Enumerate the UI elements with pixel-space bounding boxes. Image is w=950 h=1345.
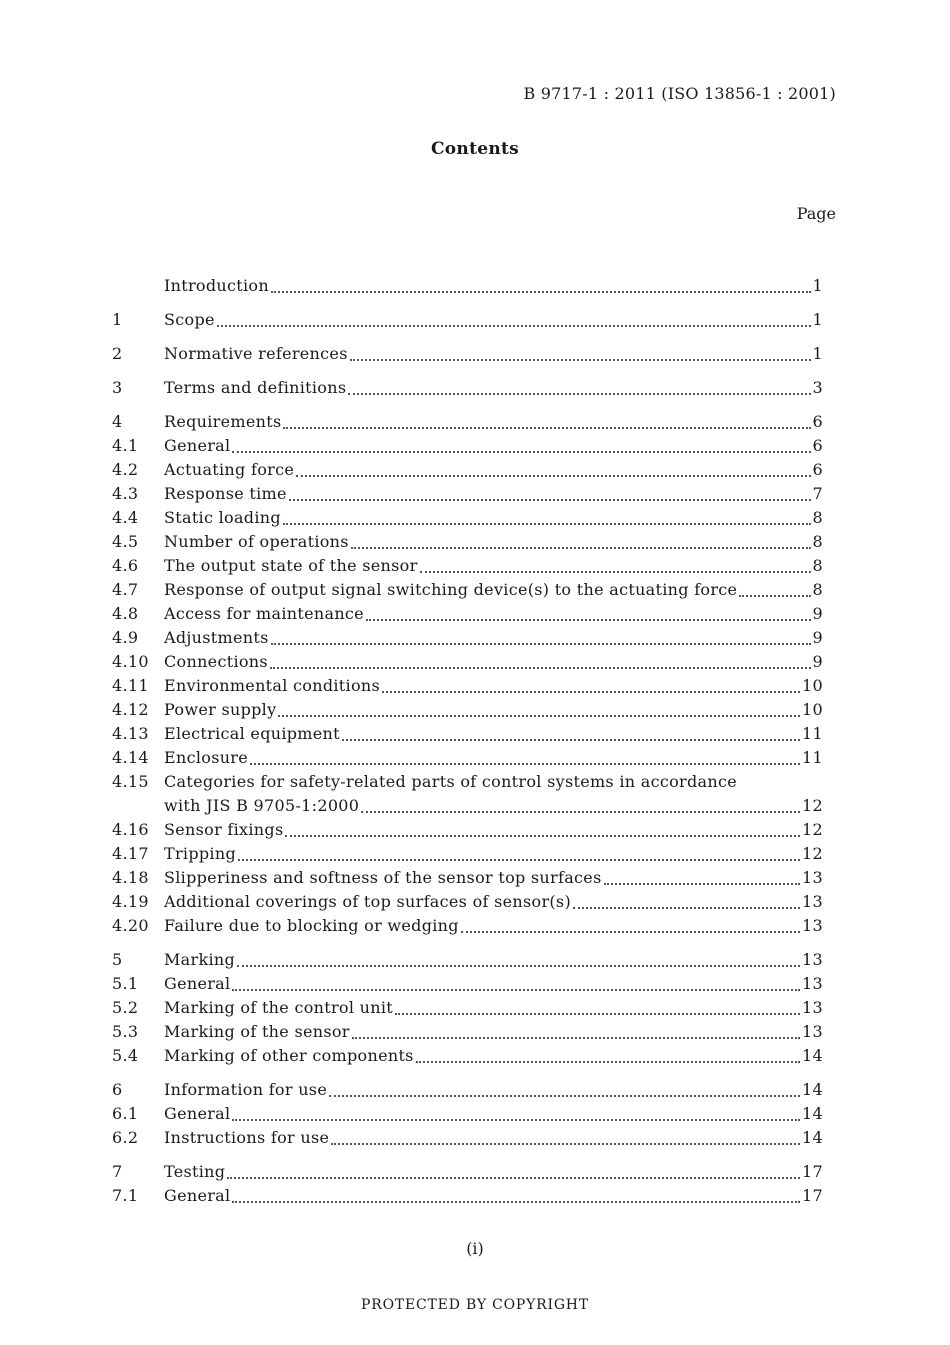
toc-entry[interactable]	[112, 412, 823, 436]
toc-entry-page: 8	[812, 508, 823, 527]
toc-entry[interactable]	[112, 1128, 823, 1152]
toc-entry-title: Marking of other components	[164, 1046, 414, 1065]
dot-leader	[331, 1143, 800, 1145]
toc-entry-title: Response of output signal switching device(s) to the actuating force	[164, 580, 738, 599]
dot-leader	[348, 393, 810, 395]
dot-leader	[416, 1061, 800, 1063]
toc-entry[interactable]	[112, 310, 823, 334]
toc-entry-number: 4.9	[112, 628, 139, 647]
toc-entry[interactable]	[112, 916, 823, 940]
toc-entry-page: 7	[812, 484, 823, 503]
toc-entry-title: Marking	[164, 950, 236, 969]
toc-entry-number: 4.18	[112, 868, 149, 887]
toc-entry-page: 12	[802, 820, 823, 839]
toc-entry[interactable]	[112, 868, 823, 892]
toc-entry-title: Electrical equipment	[164, 724, 340, 743]
toc-entry-title: Normative references	[164, 344, 348, 363]
toc-entry[interactable]	[112, 436, 823, 460]
dot-leader	[283, 523, 811, 525]
standard-number: B 9717-1 : 2011 (ISO 13856-1 : 2001)	[523, 84, 836, 103]
toc-entry-page: 10	[802, 676, 823, 695]
dot-leader	[285, 835, 800, 837]
toc-entry-page: 13	[802, 916, 823, 935]
toc-entry[interactable]	[112, 796, 823, 820]
toc-entry-title: Sensor fixings	[164, 820, 284, 839]
toc-entry-number: 6.1	[112, 1104, 139, 1123]
toc-entry[interactable]	[112, 604, 823, 628]
toc-entry[interactable]	[112, 700, 823, 724]
dot-leader	[278, 715, 800, 717]
toc-entry[interactable]	[112, 1080, 823, 1104]
dot-leader	[232, 1119, 800, 1121]
toc-entry-page: 9	[812, 604, 823, 623]
toc-entry[interactable]	[112, 378, 823, 402]
toc-entry[interactable]	[112, 580, 823, 604]
dot-leader	[461, 931, 800, 933]
toc-entry-page: 9	[812, 652, 823, 671]
toc-entry-title: Environmental conditions	[164, 676, 380, 695]
toc-entry-number: 7	[112, 1162, 123, 1181]
toc-entry-number: 6	[112, 1080, 123, 1099]
dot-leader	[289, 499, 811, 501]
toc-entry[interactable]	[112, 460, 823, 484]
toc-entry-number: 5	[112, 950, 123, 969]
dot-leader	[351, 547, 811, 549]
toc-entry-title: Failure due to blocking or wedging	[164, 916, 459, 935]
toc-entry[interactable]	[112, 950, 823, 974]
toc-entry-page: 13	[802, 892, 823, 911]
toc-entry-title: Information for use	[164, 1080, 328, 1099]
toc-entry[interactable]	[112, 772, 823, 796]
toc-entry-page: 8	[812, 580, 823, 599]
toc-entry-number: 4.6	[112, 556, 139, 575]
toc-entry-title: with JIS B 9705-1:2000	[164, 796, 360, 815]
toc-entry-page: 3	[812, 378, 823, 397]
toc-entry-number: 4.12	[112, 700, 149, 719]
page-column-label: Page	[796, 204, 836, 223]
toc-entry[interactable]	[112, 1186, 823, 1210]
toc-entry[interactable]	[112, 628, 823, 652]
toc-entry-number: 4.17	[112, 844, 149, 863]
dot-leader	[329, 1095, 800, 1097]
toc-entry-title: Access for maintenance	[164, 604, 364, 623]
toc-entry-page: 8	[812, 556, 823, 575]
toc-entry-page: 14	[802, 1046, 823, 1065]
toc-entry[interactable]	[112, 276, 823, 300]
dot-leader	[271, 291, 811, 293]
toc-entry[interactable]	[112, 652, 823, 676]
toc-entry-title: Slipperiness and softness of the sensor top surfaces	[164, 868, 602, 887]
dot-leader	[217, 325, 811, 327]
toc-entry-title: Number of operations	[164, 532, 349, 551]
toc-entry-title: Introduction	[164, 276, 269, 295]
toc-entry-number: 4.20	[112, 916, 149, 935]
toc-entry-title: Marking of the sensor	[164, 1022, 350, 1041]
dot-leader	[232, 989, 800, 991]
toc-entry-page: 12	[802, 844, 823, 863]
dot-leader	[232, 451, 810, 453]
dot-leader	[352, 1037, 800, 1039]
toc-entry-title: General	[164, 974, 231, 993]
dot-leader	[350, 359, 811, 361]
toc-entry-number: 4.4	[112, 508, 139, 527]
toc-entry-title: Instructions for use	[164, 1128, 330, 1147]
dot-leader	[573, 907, 800, 909]
toc-entry-title: Terms and definitions	[164, 378, 347, 397]
dot-leader	[604, 883, 800, 885]
page-folio: (i)	[466, 1239, 484, 1258]
toc-entry[interactable]	[112, 998, 823, 1022]
toc-entry-title: General	[164, 1104, 231, 1123]
toc-entry[interactable]	[112, 1104, 823, 1128]
toc-entry-title: Testing	[164, 1162, 226, 1181]
toc-entry[interactable]	[112, 820, 823, 844]
toc-entry[interactable]	[112, 892, 823, 916]
toc-entry-title: Response time	[164, 484, 287, 503]
toc-entry-page: 12	[802, 796, 823, 815]
toc-entry-number: 4.14	[112, 748, 149, 767]
toc-entry-page: 14	[802, 1080, 823, 1099]
toc-entry-number: 4.8	[112, 604, 139, 623]
toc-entry-number: 4.5	[112, 532, 139, 551]
toc-entry[interactable]	[112, 556, 823, 580]
toc-entry-title: Categories for safety-related parts of control systems in accordance	[164, 772, 737, 791]
toc-entry-number: 4.1	[112, 436, 139, 455]
dot-leader	[232, 1201, 800, 1203]
toc-entry-number: 4.13	[112, 724, 149, 743]
toc-entry-number: 7.1	[112, 1186, 139, 1205]
toc-entry-page: 8	[812, 532, 823, 551]
dot-leader	[296, 475, 810, 477]
toc-entry-number: 4.2	[112, 460, 139, 479]
toc-entry-page: 10	[802, 700, 823, 719]
toc-entry-title: Adjustments	[164, 628, 269, 647]
toc-entry-title: Tripping	[164, 844, 236, 863]
toc-entry[interactable]	[112, 508, 823, 532]
toc-entry[interactable]	[112, 484, 823, 508]
toc-entry-title: Connections	[164, 652, 268, 671]
toc-entry-title: Static loading	[164, 508, 281, 527]
toc-entry-page: 9	[812, 628, 823, 647]
toc-entry[interactable]	[112, 676, 823, 700]
toc-entry-number: 4.19	[112, 892, 149, 911]
dot-leader	[395, 1013, 800, 1015]
dot-leader	[739, 595, 810, 597]
toc-entry-page: 14	[802, 1128, 823, 1147]
toc-entry-page: 13	[802, 998, 823, 1017]
toc-entry-number: 5.3	[112, 1022, 139, 1041]
page-title: Contents	[430, 139, 520, 159]
toc-entry-title: General	[164, 436, 231, 455]
toc-entry-number: 4.11	[112, 676, 149, 695]
toc-entry-number: 5.1	[112, 974, 139, 993]
toc-entry[interactable]	[112, 748, 823, 772]
toc-entry-number: 5.2	[112, 998, 139, 1017]
toc-entry-number: 2	[112, 344, 123, 363]
toc-entry-number: 3	[112, 378, 123, 397]
toc-entry-page: 1	[812, 310, 823, 329]
toc-entry-number: 4	[112, 412, 123, 431]
toc-entry-title: Additional coverings of top surfaces of sensor(s)	[164, 892, 571, 911]
toc-entry[interactable]	[112, 724, 823, 748]
toc-entry[interactable]	[112, 532, 823, 556]
toc-entry-page: 13	[802, 974, 823, 993]
dot-leader	[237, 965, 800, 967]
toc-entry-page: 17	[802, 1186, 823, 1205]
dot-leader	[227, 1177, 800, 1179]
dot-leader	[270, 667, 811, 669]
toc-entry-title: Marking of the control unit	[164, 998, 394, 1017]
toc-entry-title: Requirements	[164, 412, 282, 431]
toc-entry[interactable]	[112, 1022, 823, 1046]
toc-entry-number: 4.3	[112, 484, 139, 503]
toc-entry-title: General	[164, 1186, 231, 1205]
toc-entry-page: 13	[802, 868, 823, 887]
toc-entry-number: 4.16	[112, 820, 149, 839]
dot-leader	[250, 763, 800, 765]
toc-entry-page: 6	[812, 436, 823, 455]
toc-entry[interactable]	[112, 1162, 823, 1186]
toc-entry-page: 1	[812, 344, 823, 363]
dot-leader	[271, 643, 811, 645]
toc-entry-page: 6	[812, 412, 823, 431]
dot-leader	[361, 811, 800, 813]
toc-entry[interactable]	[112, 1046, 823, 1070]
copyright-notice: PROTECTED BY COPYRIGHT	[361, 1297, 589, 1313]
toc-entry-title: The output state of the sensor	[164, 556, 418, 575]
toc-entry-page: 14	[802, 1104, 823, 1123]
dot-leader	[342, 739, 800, 741]
toc-entry-title: Power supply	[164, 700, 277, 719]
toc-entry-page: 13	[802, 950, 823, 969]
dot-leader	[283, 427, 810, 429]
toc-entry-page: 17	[802, 1162, 823, 1181]
toc-entry-page: 13	[802, 1022, 823, 1041]
toc-entry-number: 1	[112, 310, 123, 329]
toc-entry-page: 11	[802, 724, 823, 743]
toc-entry-number: 4.15	[112, 772, 149, 791]
toc-entry[interactable]	[112, 844, 823, 868]
dot-leader	[382, 691, 800, 693]
dot-leader	[420, 571, 811, 573]
toc-entry[interactable]	[112, 974, 823, 998]
toc-entry-page: 6	[812, 460, 823, 479]
toc-entry[interactable]	[112, 344, 823, 368]
toc-entry-number: 5.4	[112, 1046, 139, 1065]
toc-entry-number: 4.7	[112, 580, 139, 599]
dot-leader	[366, 619, 811, 621]
table-of-contents	[112, 276, 823, 1210]
toc-entry-page: 11	[802, 748, 823, 767]
toc-entry-number: 4.10	[112, 652, 149, 671]
toc-entry-title: Enclosure	[164, 748, 249, 767]
toc-entry-number: 6.2	[112, 1128, 139, 1147]
toc-entry-title: Actuating force	[164, 460, 295, 479]
toc-entry-title: Scope	[164, 310, 215, 329]
toc-entry-page: 1	[812, 276, 823, 295]
dot-leader	[238, 859, 800, 861]
